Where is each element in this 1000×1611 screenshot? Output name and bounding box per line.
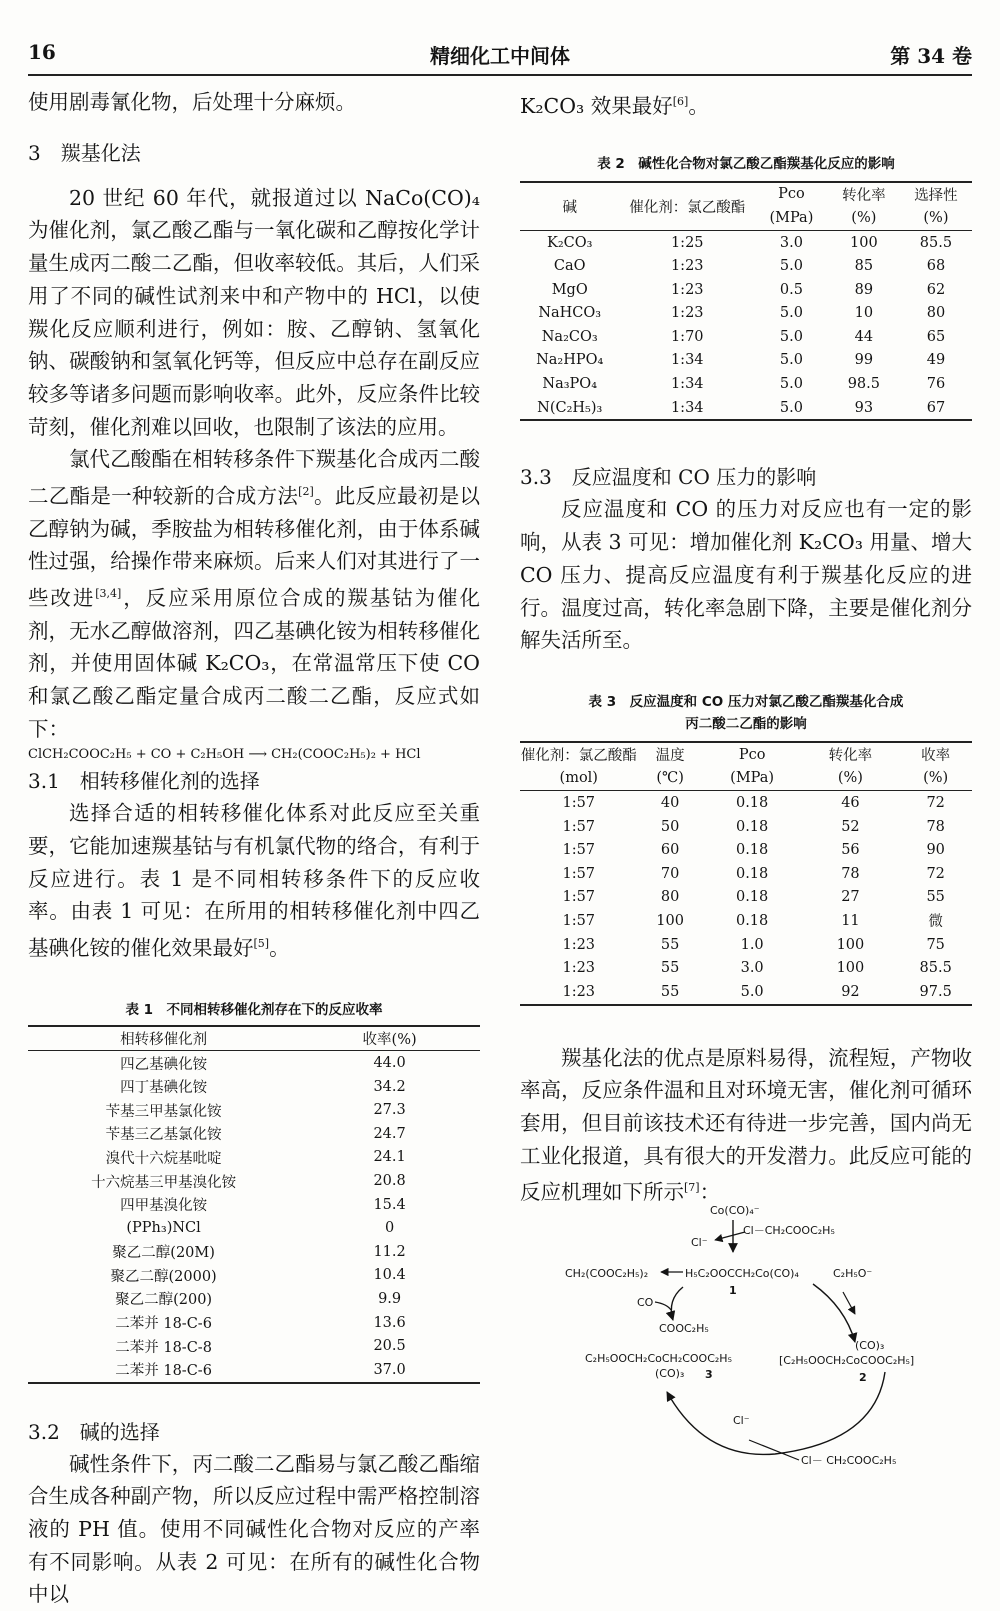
table-1-cell: 27.3 [373, 1102, 406, 1119]
table-1-cell: 24.1 [373, 1149, 406, 1166]
table-2-unit-conversion: (%) [828, 206, 900, 230]
table-2-header-selectivity: 选择性 [900, 182, 972, 207]
mech-ethoxide: C₂H₅O⁻ [833, 1267, 873, 1280]
table-3-cell: 5.0 [703, 980, 802, 1005]
table-3-header-conversion: 转化率 [802, 742, 900, 767]
table-1 [28, 999, 480, 1384]
table-1-cell: 聚乙二醇(200) [115, 1292, 213, 1309]
table-3-row [520, 886, 972, 910]
table-1-cell: 11.2 [373, 1243, 406, 1260]
mech-cl-ch2-bottom: Cl－ CH₂COOC₂H₅ [801, 1454, 897, 1467]
table-3-header-pco: Pco [703, 742, 802, 767]
table-3-unit-pco: (MPa) [703, 767, 802, 791]
table-3-cell: 1:57 [562, 794, 596, 811]
table-2-cell: 68 [926, 258, 946, 275]
table-1-header-catalyst: 相转移催化剂 [28, 1026, 299, 1051]
table-2-cell: K₂CO₃ [546, 234, 593, 251]
table-1-cell: (PPh₃)NCl [126, 1220, 201, 1237]
table-2-row [520, 325, 972, 349]
table-3-cell: 1:23 [562, 936, 596, 953]
table-3-row [520, 815, 972, 839]
table-2-cell: MgO [551, 281, 588, 298]
table-3-row [520, 980, 972, 1005]
table-3-cell: 75 [926, 936, 945, 953]
table-2-cell: 1:34 [670, 352, 704, 369]
table-1-cell: 二苯并 18-C-6 [115, 1316, 212, 1333]
paragraph-k2co3: K₂CO₃ 效果最好[6]。 [520, 93, 709, 118]
table-2-cell: 1:25 [670, 234, 704, 251]
reaction-equation: ClCH₂COOC₂H₅ + CO + C₂H₅OH ⟶ CH₂(COOC₂H₅)₂ + HCl [28, 747, 421, 763]
table-1-body [28, 1051, 480, 1383]
mech-arrow-ethoxide [843, 1292, 855, 1314]
table-1-row [28, 1240, 480, 1264]
mech-product: CH₂(COOC₂H₅)₂ [565, 1267, 649, 1280]
mech-cl-minus-top: Cl⁻ [691, 1236, 708, 1249]
table-2-cell: 1:23 [670, 281, 704, 298]
table-3-cell: 0.18 [735, 889, 769, 906]
table-2-cell: 5.0 [779, 258, 803, 275]
paragraph-advantages: 羰基化法的优点是原料易得，流程短，产物收率高，反应条件温和且对环境无害，催化剂可循环套用，但目前该技术还有待进一步完善，国内尚无工业化报道，具有很大的开发潜力。此反应可能的反应机理如下所示[7]： [520, 1045, 972, 1205]
table-2-header-conversion: 转化率 [828, 182, 900, 207]
table-2-cell: Na₃PO₄ [542, 376, 598, 393]
table-2-row [520, 372, 972, 396]
table-2-cell: 62 [926, 281, 946, 298]
mech-label-3: 3 [705, 1368, 713, 1381]
table-2-cell: 1:23 [670, 305, 704, 322]
table-3-cell: 60 [660, 842, 680, 859]
table-3-cell: 1:57 [562, 912, 596, 929]
table-1-cell: 四甲基溴化铵 [120, 1198, 208, 1215]
table-2-cell: Na₂HPO₄ [536, 352, 604, 369]
table-3-cell: 0.18 [735, 912, 769, 929]
table-3-cell: 72 [926, 865, 945, 882]
table-2-cell: N(C₂H₅)₃ [520, 396, 619, 421]
table-3-cell: 3.0 [740, 960, 764, 977]
table-3-row [520, 791, 972, 815]
table-3-cell: 1:57 [562, 865, 596, 882]
table-3-cell: 1:57 [562, 842, 596, 859]
table-2-body [520, 230, 972, 420]
table-2-unit-selectivity: (%) [900, 206, 972, 230]
volume-label: 第 34 卷 [890, 44, 972, 68]
table-1-cell: 13.6 [373, 1314, 406, 1331]
table-2-cell: 1:23 [670, 258, 704, 275]
table-1-header-yield: 收率(%) [299, 1026, 480, 1051]
table-2-cell: 67 [900, 396, 972, 421]
table-1-cell: 20.8 [373, 1173, 406, 1190]
table-3-cell: 0.18 [735, 842, 769, 859]
table-1-cell: 二苯并 18-C-6 [28, 1358, 299, 1383]
table-1-row [28, 1311, 480, 1335]
table-3-cell: 56 [841, 842, 860, 859]
table-2-grid [520, 181, 972, 422]
table-3-cell: 85.5 [919, 960, 952, 977]
table-2-cell: 80 [926, 305, 946, 322]
mech-co-co4-anion: Co(CO)₄⁻ [710, 1204, 760, 1217]
table-2-cell: 5.0 [779, 328, 803, 345]
table-3-cell: 100 [836, 936, 865, 953]
mech-arrow-cl-in [749, 1440, 799, 1460]
table-3-cell: 92 [802, 980, 900, 1005]
section-3-1-heading: 3.1 相转移催化剂的选择 [28, 769, 260, 794]
table-3-header-yield: 收率 [899, 742, 972, 767]
table-3-cell: 78 [841, 865, 860, 882]
table-2-row [520, 254, 972, 278]
table-2-cell: 99 [854, 352, 874, 369]
table-2-cell: 85 [854, 258, 874, 275]
table-1-cell: 0 [384, 1220, 395, 1237]
table-2-header-ratio: 催化剂：氯乙酸酯 [619, 182, 755, 231]
mech-intermediate-1: H₅C₂OOCCH₂Co(CO)₄ [685, 1267, 799, 1280]
mech-label-2: 2 [859, 1371, 867, 1384]
ref-2: [2] [298, 485, 314, 499]
table-3-cell: 55 [926, 889, 945, 906]
paragraph-phase-transfer: 氯代乙酸酯在相转移条件下羰基化合成丙二酸二乙酯是一种较新的合成方法[2]。此反应最初是以乙醇钠为碱，季胺盐为相转移催化剂，由于体系碱性过强，给操作带来麻烦。后来人们对其进行了一些改进[3,4]，反应采用原位合成的羰基钴为催化剂，无水乙醇做溶剂，四乙基碘化铵为相转移催化剂，并使用固体碱 K₂CO₃，在常温常压下使 CO 和氯乙酸乙酯定量合成丙二酸二乙酯，反应式如下： [28, 447, 481, 741]
table-1-row [28, 1358, 480, 1383]
table-2-unit-pco: (MPa) [755, 206, 828, 230]
table-3-cell: 40 [660, 794, 680, 811]
table-3-unit-temperature: (℃) [638, 767, 703, 791]
table-2-cell: 5.0 [755, 396, 828, 421]
right-column [520, 86, 972, 1209]
table-3-cell: 微 [928, 914, 943, 931]
table-3-cell: 90 [926, 842, 945, 859]
table-1-cell: 10.4 [373, 1267, 406, 1284]
table-1-row [28, 1051, 480, 1075]
table-2-cell: 49 [926, 352, 946, 369]
table-3-cell: 0.18 [735, 818, 769, 835]
table-2-row [520, 302, 972, 326]
table-2-cell: 5.0 [779, 352, 803, 369]
table-3-header-temperature: 温度 [638, 742, 703, 767]
journal-title: 精细化工中间体 [430, 44, 570, 68]
table-1-cell: 24.7 [373, 1125, 406, 1142]
table-1-cell: 9.9 [378, 1290, 402, 1307]
table-2-cell: 76 [926, 376, 946, 393]
table-2-cell: 10 [854, 305, 874, 322]
mech-cl-minus-bottom: Cl⁻ [733, 1414, 750, 1427]
mech-co: CO [637, 1296, 654, 1309]
table-3-cell: 70 [660, 865, 680, 882]
table-1-cell: 34.2 [373, 1078, 406, 1095]
table-2-cell: 5.0 [779, 376, 803, 393]
table-3-cell: 52 [841, 818, 860, 835]
table-1-row [28, 1287, 480, 1311]
table-3-cell: 55 [660, 960, 680, 977]
table-1-cell: 20.5 [373, 1338, 406, 1355]
table-1-cell: 四丁基碘化铵 [120, 1080, 208, 1097]
table-3-row [520, 956, 972, 980]
table-3-cell: 100 [656, 912, 684, 929]
table-1-row [28, 1216, 480, 1240]
table-3-body [520, 791, 972, 1005]
page-number: 16 [28, 40, 56, 64]
table-2-cell: 1:34 [619, 396, 755, 421]
table-2-header-pco: Pco [755, 182, 828, 207]
section-3-heading: 3 羰基化法 [28, 140, 141, 165]
mechanism-diagram [555, 1192, 975, 1482]
table-1-cell: 37.0 [299, 1358, 480, 1383]
table-3-cell: 72 [926, 794, 945, 811]
table-3-cell: 55 [660, 936, 680, 953]
table-3-cell: 0.18 [735, 865, 769, 882]
table-3-cell: 55 [638, 980, 703, 1005]
table-3-cell: 100 [836, 960, 865, 977]
table-1-cell: 二苯并 18-C-8 [115, 1339, 212, 1356]
table-1-cell: 四乙基碘化铵 [120, 1056, 208, 1073]
table-2-cell: 89 [854, 281, 874, 298]
table-1-cell: 苄基三乙基氯化铵 [105, 1127, 222, 1144]
mech-int2-co3: (CO)₃ [855, 1339, 885, 1352]
table-1-row [28, 1122, 480, 1146]
table-3-row [520, 933, 972, 957]
table-1-row [28, 1169, 480, 1193]
table-1-cell: 溴代十六烷基吡啶 [105, 1150, 222, 1167]
table-3-cell: 1.0 [740, 936, 764, 953]
mech-label-1: 1 [729, 1284, 737, 1297]
left-column [28, 86, 480, 1611]
table-2-cell: 3.0 [779, 234, 803, 251]
table-3-cell: 46 [841, 794, 860, 811]
table-1-grid [28, 1025, 480, 1384]
table-1-cell: 苄基三甲基氯化铵 [105, 1103, 222, 1120]
section-3-2-heading: 3.2 碱的选择 [28, 1419, 160, 1444]
mech-arrow-bottom-cycle [667, 1372, 885, 1454]
mech-arrow-to-2 [813, 1284, 855, 1342]
table-3 [520, 691, 972, 1006]
paragraph-carbonylation-history: 20 世纪 60 年代，就报道过以 NaCo(CO)₄ 为催化剂，氯乙酸乙酯与一氧化碳和乙醇按化学计量生成丙二酸二乙酯，但收率较低。其后，人们采用了不同的碱性试剂来中和产物中的 HCl，以使羰化反应顺利进行，例如：胺、乙醇钠、氢氧化钠、碳酸钠和氢氧化钙等，但反应中总存在副反应较多等诸多问题而影响收率。此外，反应条件比较苛刻，催化剂难以回收，也限制了该法的应用。 [28, 185, 480, 439]
ref-7: [7] [684, 1181, 700, 1195]
table-2-row [520, 396, 972, 421]
table-3-unit-yield: (%) [899, 767, 972, 791]
table-1-row [28, 1193, 480, 1217]
table-1-row [28, 1098, 480, 1122]
mech-cl-ch2cooc2h5: Cl－CH₂COOC₂H₅ [743, 1224, 835, 1237]
table-1-cell: 十六烷基三甲基溴化铵 [91, 1174, 237, 1191]
paragraph-base-selection: 碱性条件下，丙二酸二乙酯易与氯乙酸乙酯缩合生成各种副产物，所以反应过程中需严格控制溶液的 PH 值。使用不同碱性化合物对反应的产率有不同影响。从表 2 可见：在所有的碱性化合物中以 [28, 1451, 480, 1607]
table-2-cell: 44 [854, 328, 874, 345]
table-2-cell: NaHCO₃ [538, 305, 602, 322]
table-3-unit-ratio: (mol) [520, 767, 638, 791]
table-3-caption-line2: 丙二酸二乙酯的影响 [685, 715, 807, 732]
table-1-row [28, 1334, 480, 1358]
table-3-grid [520, 741, 972, 1006]
ref-5: [5] [253, 937, 270, 951]
table-3-cell: 80 [660, 889, 680, 906]
table-1-cell: 15.4 [373, 1196, 406, 1213]
table-3-row [520, 862, 972, 886]
table-2-cell: 100 [850, 234, 878, 251]
table-3-cell: 97.5 [899, 980, 972, 1005]
mech-arrow-cl-out [715, 1232, 745, 1240]
mech-int2-main: [C₂H₅OOCH₂CoCOOC₂H₅] [779, 1354, 915, 1367]
section-3-3-heading: 3.3 反应温度和 CO 压力的影响 [520, 465, 817, 490]
table-3-row [520, 909, 972, 933]
table-2-cell: 5.0 [779, 305, 803, 322]
table-1-row [28, 1075, 480, 1099]
table-3-cell: 50 [660, 818, 680, 835]
table-1-row [28, 1146, 480, 1170]
table-2-header-base: 碱 [520, 182, 619, 231]
table-2-row [520, 349, 972, 373]
table-2-cell: 0.5 [779, 281, 803, 298]
table-2 [520, 153, 972, 422]
table-2-cell: 93 [828, 396, 900, 421]
paragraph-temperature-pressure: 反应温度和 CO 的压力对反应也有一定的影响，从表 3 可见：增加催化剂 K₂CO₃ 用量、增大 CO 压力、提高反应温度有利于羰基化反应的进行。温度过高，转化率急剧下降，主要是催化剂分解失活所至。 [520, 497, 972, 653]
table-1-cell: 44.0 [373, 1055, 406, 1072]
ref-3-4: [3,4] [95, 586, 122, 600]
mech-int3-ester: COOC₂H₅ [659, 1322, 709, 1335]
table-2-cell: 1:34 [670, 376, 704, 393]
ref-6: [6] [672, 95, 689, 108]
table-3-cell: 1:23 [562, 960, 596, 977]
table-1-caption: 表 1 不同相转移催化剂存在下的反应收率 [125, 1001, 383, 1018]
mech-int3-main: C₂H₅OOCH₂CoCH₂COOC₂H₅ [585, 1352, 732, 1365]
table-1-row [28, 1264, 480, 1288]
table-3-cell: 78 [926, 818, 945, 835]
table-2-cell: Na₂CO₃ [541, 328, 598, 345]
table-2-cell: 85.5 [919, 234, 953, 251]
table-2-cell: 65 [926, 328, 946, 345]
table-3-cell: 0.18 [735, 794, 769, 811]
header-rule [28, 74, 972, 76]
paragraph-ptc-selection: 选择合适的相转移催化体系对此反应至关重要，它能加速羰基钴与有机氯代物的络合，有利于反应进行。表 1 是不同相转移条件下的反应收率。由表 1 可见：在所用的相转移催化剂中四乙基碘化铵的催化效果最好[5]。 [28, 801, 480, 960]
table-1-cell: 聚乙二醇(2000) [110, 1268, 217, 1285]
mech-arrow-co-insert [671, 1287, 683, 1320]
table-3-header-ratio: 催化剂：氯乙酸酯 [520, 742, 638, 767]
table-2-caption: 表 2 碱性化合物对氯乙酸乙酯羰基化反应的影响 [597, 155, 895, 172]
table-3-cell: 1:57 [562, 889, 596, 906]
table-3-cell: 27 [841, 889, 860, 906]
table-2-row [520, 278, 972, 302]
paragraph-top: 使用剧毒氰化物，后处理十分麻烦。 [28, 90, 356, 114]
table-3-cell: 11 [841, 912, 860, 929]
table-2-cell: 1:70 [670, 328, 704, 345]
table-2-row [520, 230, 972, 254]
table-3-unit-conversion: (%) [802, 767, 900, 791]
table-2-cell: CaO [553, 258, 586, 275]
mech-int3-co3: (CO)₃ [655, 1367, 685, 1380]
table-1-cell: 聚乙二醇(20M) [112, 1245, 215, 1262]
table-3-row [520, 838, 972, 862]
table-3-cell: 1:23 [520, 980, 638, 1005]
table-2-cell: 98.5 [847, 376, 880, 393]
table-3-caption-line1: 表 3 反应温度和 CO 压力对氯乙酸乙酯羰基化合成 [588, 693, 904, 710]
mech-arrow-co-join [655, 1302, 671, 1310]
table-3-cell: 1:57 [562, 818, 596, 835]
